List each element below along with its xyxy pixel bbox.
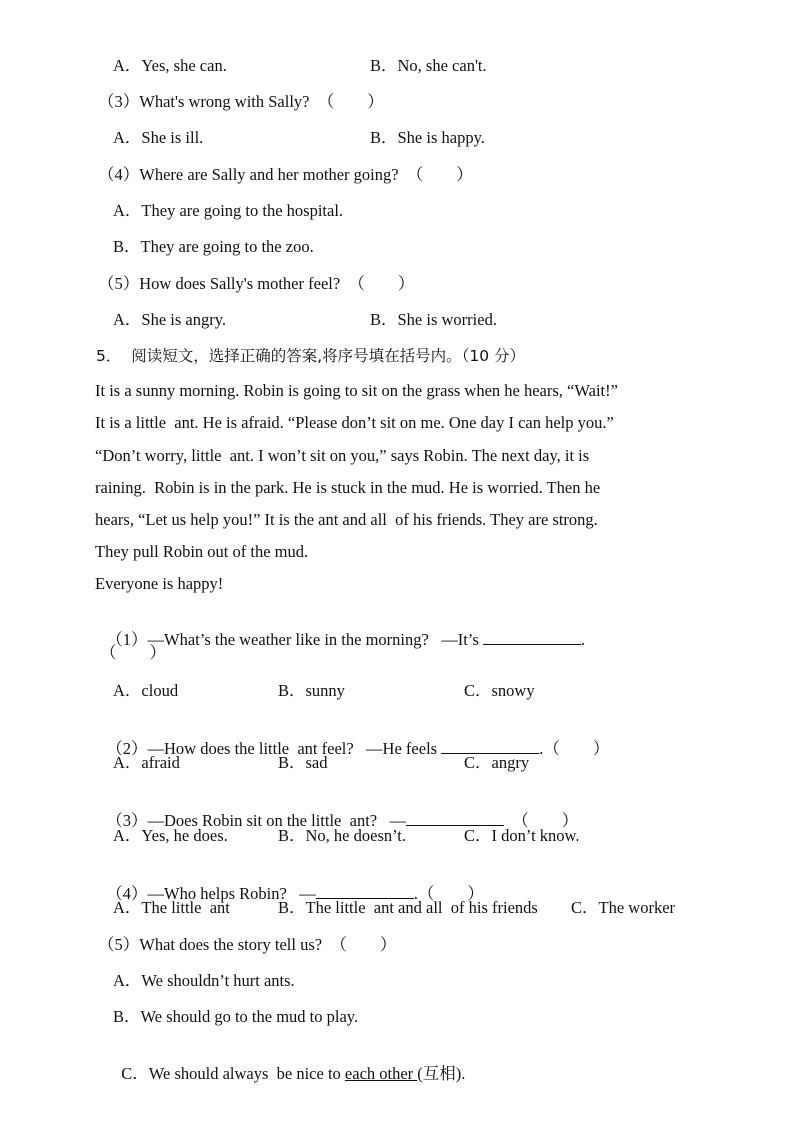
q3-stem: （3）What's wrong with Sally? （ ） — [98, 92, 384, 111]
r5-stem: （5）What does the story tell us? （ ） — [98, 935, 397, 954]
q5-stem: （5）How does Sally's mother feel? （ ） — [98, 274, 415, 293]
r4-stem-end: .（ ） — [413, 884, 484, 903]
passage-line: raining. Robin is in the park. He is stuck in the mud. He is worried. Then he — [95, 478, 601, 497]
r3-answer-blank[interactable] — [406, 809, 504, 826]
r4-option-c: C．The worker — [571, 898, 676, 917]
q2-option-a: A．Yes, she can. — [113, 56, 227, 75]
r1-option-b: B．sunny — [278, 681, 345, 700]
r4-option-a: A．The little ant — [113, 898, 230, 917]
r3-stem-end: （ ） — [503, 811, 579, 830]
r3-stem-text: （3）—Does Robin sit on the little ant? — — [106, 811, 406, 830]
q2-option-b: B．No, she can't. — [370, 56, 487, 75]
r5-option-c — [113, 1044, 465, 1084]
r1-answer-blank[interactable] — [483, 628, 581, 645]
passage-line: It is a little ant. He is afraid. “Please don’t sit on me. One day I can help you.” — [95, 413, 614, 432]
r3-option-c: C．I don’t know. — [464, 826, 580, 845]
r4-option-b: B．The little ant and all of his friends — [278, 898, 538, 917]
passage-line: Everyone is happy! — [95, 574, 224, 593]
r2-option-a: A．afraid — [113, 753, 180, 772]
q3-option-a: A．She is ill. — [113, 128, 204, 147]
r5-option-c-text: C．We should always be nice to — [121, 1064, 345, 1083]
r4-stem-text: （4）—Who helps Robin? — — [106, 884, 316, 903]
r5-option-c-gloss: (互相). — [417, 1064, 466, 1083]
q5-option-b: B．She is worried. — [370, 310, 497, 329]
r5-option-b: B．We should go to the mud to play. — [113, 1007, 359, 1026]
r1-stem — [98, 608, 585, 650]
r1-option-c: C．snowy — [464, 681, 535, 700]
q3-option-b: B．She is happy. — [370, 128, 485, 147]
r1-answer-paren[interactable]: （ ） — [100, 643, 166, 662]
q5-option-a: A．She is angry. — [113, 310, 227, 329]
q4-option-a: A．They are going to the hospital. — [113, 201, 344, 220]
r2-option-c: C．angry — [464, 753, 530, 772]
q4-stem: （4）Where are Sally and her mother going? （ ） — [98, 165, 473, 184]
passage-line: It is a sunny morning. Robin is going to sit on the grass when he hears, “Wait!” — [95, 381, 618, 400]
q4-option-b: B．They are going to the zoo. — [113, 237, 314, 256]
r3-option-a: A．Yes, he does. — [113, 826, 228, 845]
r1-stem-end: . — [580, 630, 586, 649]
passage-line: “Don’t worry, little ant. I won’t sit on you,” says Robin. The next day, it is — [95, 446, 590, 465]
r2-stem-text: （2）—How does the little ant feel? —He feels — [106, 739, 442, 758]
r1-stem-text: （1）—What’s the weather like in the morning? —It’s — [106, 630, 483, 649]
passage-line: hears, “Let us help you!” It is the ant and all of his friends. They are strong. — [95, 510, 598, 529]
r2-option-b: B．sad — [278, 753, 328, 772]
r3-option-b: B．No, he doesn’t. — [278, 826, 407, 845]
r5-option-c-underlined: each other — [344, 1064, 418, 1083]
r3-stem — [98, 789, 578, 831]
passage-line: They pull Robin out of the mud. — [95, 542, 309, 561]
r2-stem-end: .（ ） — [539, 739, 610, 758]
r5-option-a: A．We shouldn’t hurt ants. — [113, 971, 295, 990]
r1-option-a: A．cloud — [113, 681, 179, 700]
r4-answer-blank[interactable] — [316, 882, 414, 899]
r2-answer-blank[interactable] — [441, 737, 539, 754]
section-heading: 5． 阅读短文，选择正确的答案,将序号填在括号内。（10 分） — [96, 347, 526, 365]
